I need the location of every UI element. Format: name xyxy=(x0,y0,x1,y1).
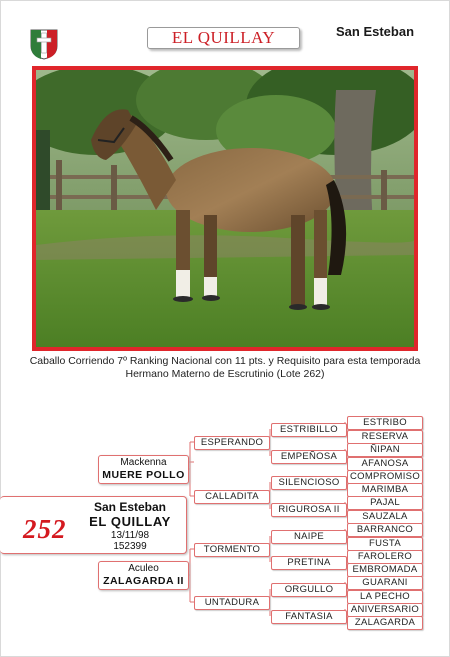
sire-owner: Mackenna xyxy=(120,457,167,468)
great-great-grandparent: LA PECHO xyxy=(347,590,423,604)
great-great-grandparent: AFANOSA xyxy=(347,457,423,471)
subject-registry: 152399 xyxy=(113,541,147,552)
lot-number: 252 xyxy=(23,514,67,544)
great-grandparent: SILENCIOSO xyxy=(271,476,347,490)
great-great-grandparent: ZALAGARDA xyxy=(347,616,423,630)
grandparent: TORMENTO xyxy=(194,543,270,557)
subject-owner: San Esteban xyxy=(93,500,167,514)
subject-details xyxy=(80,500,180,552)
great-grandparent: EMPEÑOSA xyxy=(271,450,347,464)
subject-name: EL QUILLAY xyxy=(89,514,171,529)
sire-name: MUERE POLLO xyxy=(102,469,185,481)
subject-birth-date: 13/11/98 xyxy=(110,530,150,541)
dam-name: ZALAGARDA II xyxy=(103,575,184,587)
great-great-grandparent: ESTRIBO xyxy=(347,416,423,430)
great-great-grandparent: ANIVERSARIO xyxy=(347,603,423,617)
great-grandparent: NAIPE xyxy=(271,530,347,544)
caption-line-1: Caballo Corriendo 7º Ranking Nacional con 11 pts. y Requisito para esta temporada xyxy=(29,355,421,367)
great-great-grandparent: COMPROMISO xyxy=(347,470,423,484)
great-great-grandparent: FAROLERO xyxy=(347,550,423,564)
caption-line-2: Hermano Materno de Escrutinio (Lote 262) xyxy=(125,368,325,380)
great-grandparent: FANTASIA xyxy=(271,610,347,624)
dam-owner: Aculeo xyxy=(128,563,159,574)
grandparent: CALLADITA xyxy=(194,490,270,504)
great-grandparent: RIGUROSA II xyxy=(271,503,347,517)
owner-header: San Esteban xyxy=(336,24,415,39)
great-grandparent: ESTRIBILLO xyxy=(271,423,347,437)
grandparent: ESPERANDO xyxy=(194,436,270,450)
great-great-grandparent: EMBROMADA xyxy=(347,563,423,577)
sire-box xyxy=(98,455,189,484)
great-great-grandparent: RESERVA xyxy=(347,430,423,444)
great-grandparent: PRETINA xyxy=(271,556,347,570)
great-great-grandparent: ÑIPAN xyxy=(347,443,423,457)
dam-box xyxy=(98,561,189,590)
great-great-grandparent: BARRANCO xyxy=(347,523,423,537)
grandparent: UNTADURA xyxy=(194,596,270,610)
great-great-grandparent: FUSTA xyxy=(347,537,423,551)
great-great-grandparent: PAJAL xyxy=(347,496,423,510)
great-great-grandparent: GUARANI xyxy=(347,576,423,590)
horse-title: EL QUILLAY xyxy=(147,27,300,49)
great-great-grandparent: SAUZALA xyxy=(347,510,423,524)
great-grandparent: ORGULLO xyxy=(271,583,347,597)
great-great-grandparent: MARIMBA xyxy=(347,483,423,497)
